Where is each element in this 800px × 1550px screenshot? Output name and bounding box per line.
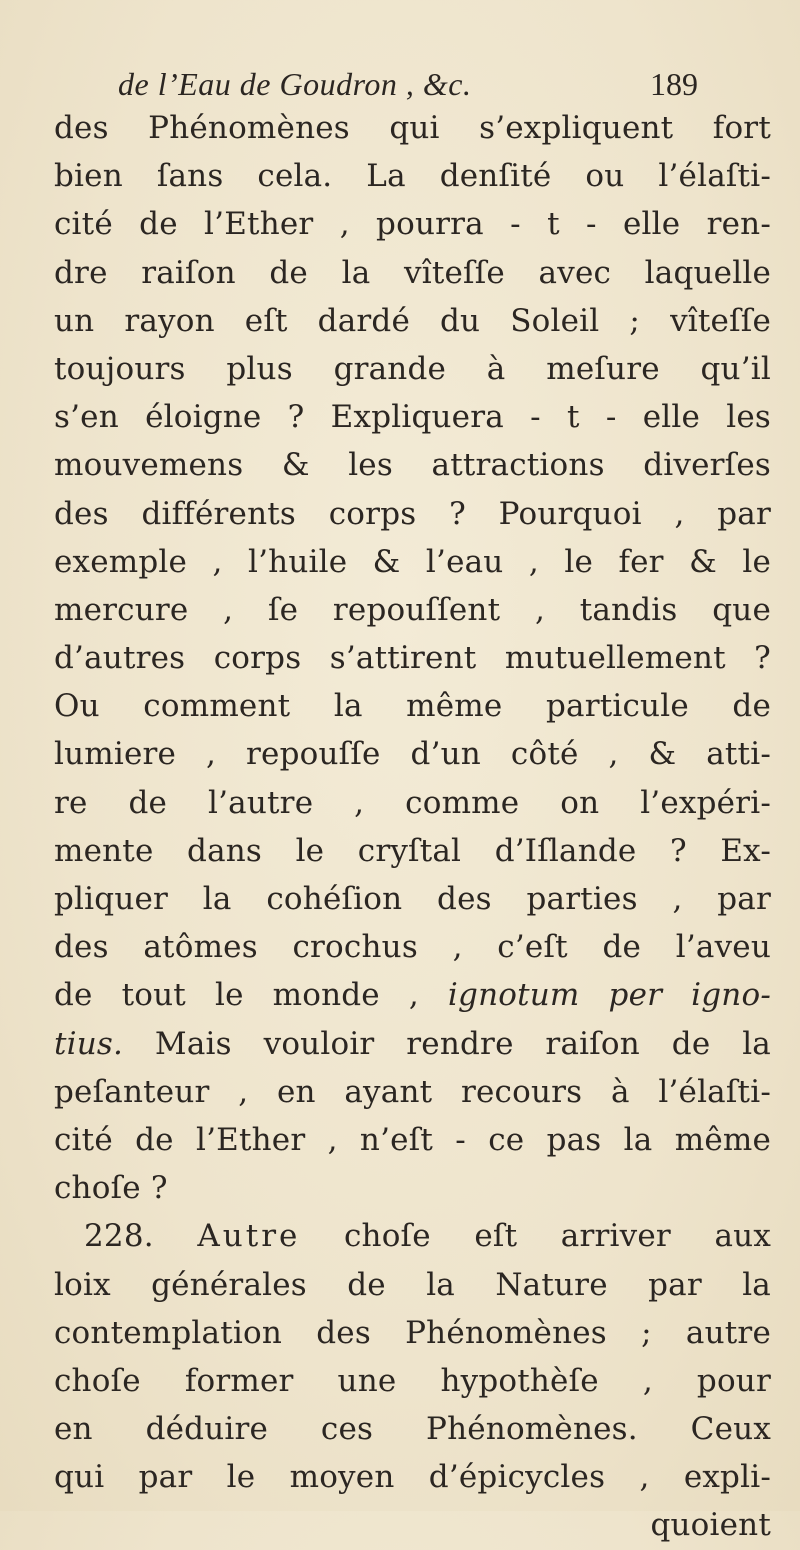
- text-line: en déduire ces Phénomènes. Ceux: [54, 1411, 771, 1448]
- text-line: d’autres corps s’attirent mutuellement ?: [54, 640, 771, 677]
- text-line: des Phénomènes qui s’expliquent fort: [54, 110, 771, 146]
- text-line: choſe former une hypothèſe , pour: [54, 1362, 771, 1399]
- text-line: re de l’autre , comme on l’expéri-: [54, 784, 771, 821]
- text-line: des différents corps ? Pourquoi , par: [54, 495, 771, 532]
- text-line: contemplation des Phénomènes ; autre: [54, 1314, 771, 1351]
- text-line: mente dans le cryſtal d’Iſlande ? Ex-: [54, 832, 771, 869]
- latin-phrase-end: tius.: [54, 1025, 124, 1062]
- text-line: loix générales de la Nature par la: [54, 1266, 771, 1303]
- running-head: [118, 58, 698, 110]
- text-line: qui par le moyen d’épicycles , expli-: [54, 1459, 771, 1496]
- text-line: [54, 1020, 771, 1068]
- text-line: pliquer la cohéſion des parties , par: [54, 881, 771, 917]
- text-line: des atômes crochus , c’eſt de l’aveu: [54, 929, 771, 966]
- page-number: 189: [650, 66, 698, 102]
- body-text: [54, 104, 774, 1550]
- text-line: s’en éloigne ? Expliquera - t - elle les: [54, 399, 771, 436]
- text-line: [54, 971, 771, 1019]
- running-title: de l’Eau de Goudron , &c.: [118, 66, 472, 102]
- text-segment: de tout le monde ,: [54, 977, 448, 1014]
- text-line: exemple , l’huile & l’eau , le fer & le: [54, 543, 771, 580]
- text-line: mouvemens & les attractions diverſes: [54, 447, 771, 484]
- text-line: mercure , ſe repouſſent , tandis que: [54, 591, 771, 628]
- text-line: bien ſans cela. La denſité ou l’élaſti-: [54, 158, 771, 195]
- text-line: Ou comment la même particule de: [54, 688, 771, 725]
- paragraph-number: 228.: [84, 1218, 154, 1255]
- text-line: choſe ?: [54, 1170, 168, 1207]
- latin-phrase: ignotum per igno-: [447, 977, 771, 1014]
- paragraph-start-line: [54, 1212, 771, 1260]
- text-line: cité de l’Ether , n’eſt - ce pas la même: [54, 1121, 771, 1158]
- text-line: peſanteur , en ayant recours à l’élaſti-: [54, 1073, 771, 1110]
- text-segment: choſe eſt arriver aux: [343, 1218, 771, 1255]
- text-line: dre raiſon de la vîteſſe avec laquelle: [54, 254, 771, 291]
- catchword: quoient: [650, 1507, 771, 1544]
- paragraph-lead-word: Autre: [197, 1218, 301, 1255]
- text-line: lumiere , repouſſe d’un côté , & atti-: [54, 736, 771, 773]
- text-segment: Mais vouloir rendre raiſon de la: [123, 1025, 771, 1062]
- text-line: toujours plus grande à meſure qu’il: [54, 350, 771, 387]
- text-line: cité de l’Ether , pourra - t - elle ren-: [54, 206, 771, 243]
- text-line: un rayon eſt dardé du Soleil ; vîteſſe: [54, 302, 771, 339]
